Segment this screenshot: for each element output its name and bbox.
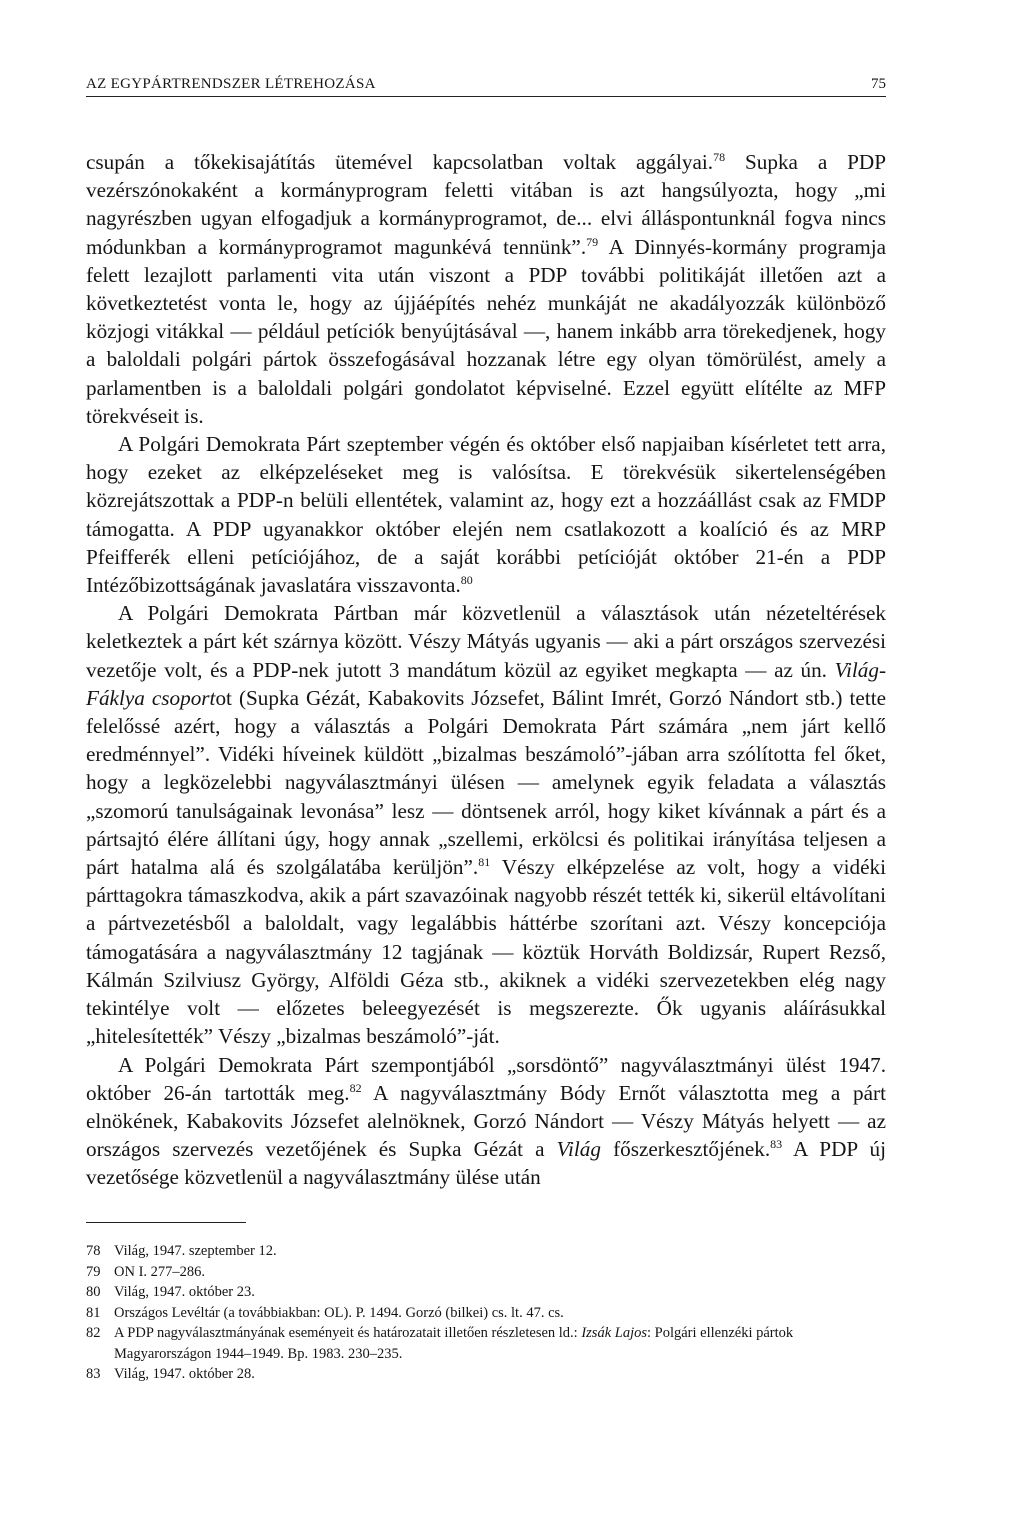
footnote-text [114, 1323, 886, 1364]
text-run: A PDP új vezetősége közvetlenül a nagyválasztmány ülése után [86, 1137, 886, 1190]
text-run: ot (Supka Gézát, Kabakovits Józsefet, Bálint Imrét, Gorzó Nándort stb.) tette felelőssé azért, hogy a választás a Polgári Demokrata Párt számára „nem járt kellő eredménnyel”. Vidéki híveinek küldött „bizalmas beszámoló”-jában arra szólította fel őket, hogy a legközelebbi nagyválasztmányi ülésen — amelynek egyik feladata a választás „szomorú tanulságainak levonása” lesz — döntsenek arról, hogy kiket kívánnak a párt és a pártsajtó élére állítani úgy, hogy annak „szellemi, erkölcsi és politikai irányítása teljesen a párt hatalma alá és szolgálatába kerüljön”. [86, 685, 886, 880]
text-run: Országos Levéltár (a továbbiakban: OL). P. 1494. Gorzó (bilkei) cs. lt. 47. cs. [114, 1304, 564, 1321]
footnotes [86, 1241, 886, 1385]
text-run: Világ, 1947. szeptember 12. [114, 1243, 277, 1259]
text-run: A Polgári Demokrata Párt szeptember végén és október első napjaiban kísérletet tett arra, hogy ezeket az elképzeléseket meg is valósítsa. E törekvésük sikertelenségében közrejátszottak a PDP-n belüli ellentétek, valamint az, hogy ezt a hozzáállást csak az FMDP támogatta. A PDP ugyanakkor október elején nem csatlakozott a koalíció és az MRP Pfeifferék elleni petíciójához, de a saját korábbi petícióját október 21-én a PDP Intézőbizottságának javaslatára visszavonta. [86, 432, 886, 598]
footnote-text [114, 1303, 886, 1324]
italic-text: Izsák Lajos [581, 1325, 647, 1341]
footnote-item [86, 1364, 886, 1385]
running-title: AZ EGYPÁRTRENDSZER LÉTREHOZÁSA [86, 76, 376, 92]
text-run: Vészy elképzelése az volt, hogy a vidéki párttagokra támaszkodva, akik a párt szavazóinak nagyobb részét tették ki, sikerül eltávolítani a pártvezetésből a baloldalt, vagy legalábbis háttérbe szorítani azt. Vészy koncepciója támogatására a nagyválasztmány 12 tagjának — köztük Horváth Boldizsár, Rupert Rezső, Kálmán Szilviusz György, Alföldi Géza stb., akiknek a vidéki szervezetekben elég nagy tekintélye volt — előzetes beleegyezését is megszerezte. Ők ugyanis aláírásukkal „hitelesítették” Vészy „bizalmas beszámoló”-ját. [86, 855, 887, 1049]
footnote-number: 78 [86, 1243, 101, 1259]
body-paragraph [86, 430, 886, 599]
footnote-item [86, 1282, 886, 1303]
footnote-text [114, 1262, 886, 1283]
text-run: A Polgári Demokrata Párt szempontjából „sorsdöntő” nagyválasztmányi ülést 1947. október 26-án tartották meg. [86, 1052, 886, 1105]
text-run: A nagyválasztmány Bódy Ernőt választotta meg a párt elnökének, Kabakovits Józsefet alelnöknek, Gorzó Nándort — Vészy Mátyás helyett — az országos szervezés vezetőjének és Supka Gézát a [86, 1080, 886, 1162]
footnote-ref-82: 82 [349, 1080, 362, 1095]
text-run: : Polgári ellenzéki pártok Magyarországon 1944–1949. Bp. 1983. 230–235. [114, 1325, 794, 1362]
footnote-ref-78: 78 [713, 150, 726, 164]
text-run: ON I. 277–286. [114, 1263, 206, 1280]
text-run: A Polgári Demokrata Pártban már közvetlenül a választások után nézeteltérések keletkeztek a párt két szárnya között. Vészy Mátyás ugyanis — aki a párt országos szervezési vezetője volt, és a PDP-nek jutott 3 mandátum közül az egyiket megkapta — az ún. [86, 601, 886, 682]
body-paragraph [86, 1051, 886, 1192]
body-paragraph [86, 599, 886, 1050]
footnote-item [86, 1262, 886, 1283]
text-run: Supka a PDP vezérszónokaként a kormányprogram feletti vitában is azt hangsúlyozta, hogy „mi nagyrészben ugyan elfogadjuk a kormányprogramot, de... elvi álláspontunknál fogva nincs módunkban a kormányprogramot magunkévá tennünk”. [86, 150, 886, 259]
text-run: Világ, 1947. október 28. [114, 1366, 255, 1382]
page-number: 75 [871, 76, 886, 92]
footnote-item [86, 1323, 886, 1364]
text-run: csupán a tőkekisajátítás ütemével kapcsolatban voltak aggályai. [86, 150, 714, 174]
italic-text: Világ [556, 1137, 601, 1162]
running-head [86, 66, 886, 97]
footnote-text [114, 1241, 886, 1262]
footnote-number: 81 [86, 1304, 101, 1321]
footnote-text [114, 1364, 886, 1385]
text-run: A Dinnyés-kormány programja felett lezajlott parlamenti vita után viszont a PDP további politikáját illetően azt a következtetést vonta le, hogy az újjáépítés nehéz munkáját ne akadályozzák különböző közjogi vitákkal — például petíciók benyújtásával —, hanem inkább arra törekedjenek, hogy a baloldali polgári pártok összefogásával hozzanak létre egy olyan tömörülést, amely a parlamentben is a baloldali polgári gondolatot képviselné. Ezzel együtt elítélte az MFP törekvéseit is. [86, 234, 886, 428]
footnote-rule [86, 1222, 246, 1223]
footnote-ref-83: 83 [770, 1137, 783, 1152]
footnote-ref-80: 80 [460, 573, 473, 588]
italic-text: Világ-Fáklya csoport [86, 657, 886, 710]
body-paragraph [86, 148, 886, 430]
footnote-item [86, 1303, 886, 1324]
text-run: főszerkesztőjének. [600, 1137, 771, 1162]
footnote-text [114, 1282, 886, 1303]
footnote-number: 82 [86, 1325, 101, 1341]
footnote-ref-81: 81 [478, 855, 491, 870]
text-run: Világ, 1947. október 23. [114, 1284, 255, 1300]
footnote-ref-79: 79 [586, 234, 599, 249]
footnote-number: 80 [86, 1284, 101, 1300]
text-run: A PDP nagyválasztmányának eseményeit és határozatait illetően részletesen ld.: [114, 1325, 582, 1341]
footnote-item [86, 1241, 886, 1262]
body-text [86, 148, 886, 1192]
footnote-number: 79 [86, 1263, 101, 1280]
footnote-number: 83 [86, 1366, 101, 1382]
